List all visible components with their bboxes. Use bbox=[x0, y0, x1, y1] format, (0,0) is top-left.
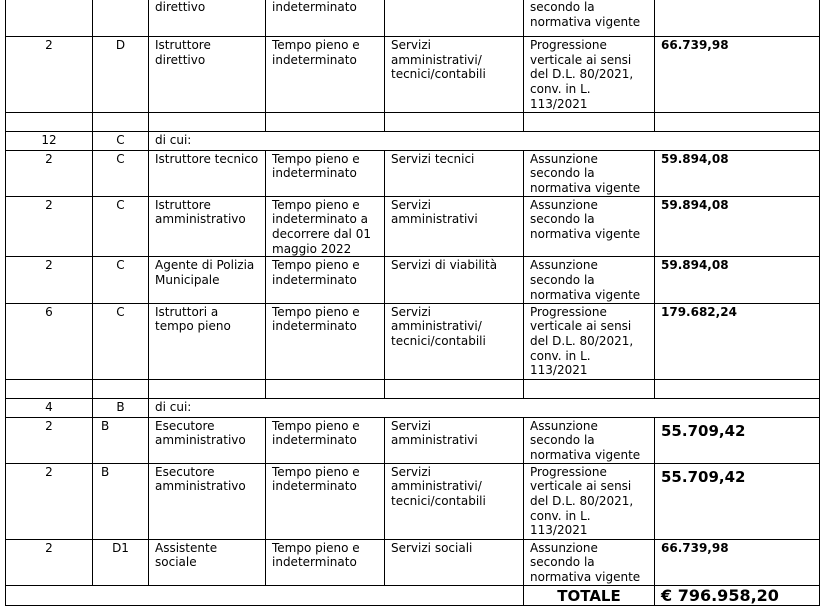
category-cell: D1 bbox=[93, 539, 149, 585]
table-row bbox=[6, 150, 820, 196]
table-row bbox=[6, 196, 820, 257]
service-cell: Servizi amministrativi/ tecnici/contabili bbox=[385, 463, 524, 539]
contract-cell: Tempo pieno e indeterminato bbox=[266, 463, 385, 539]
table-row bbox=[6, 0, 820, 37]
count-cell: 6 bbox=[6, 303, 93, 379]
service-cell: Servizi sociali bbox=[385, 539, 524, 585]
service-cell bbox=[385, 0, 524, 37]
count-cell: 2 bbox=[6, 150, 93, 196]
total-row bbox=[6, 585, 820, 605]
category-cell bbox=[93, 0, 149, 37]
table-row bbox=[6, 463, 820, 539]
amount-cell: 55.709,42 bbox=[655, 417, 820, 463]
profile-cell: Istruttori a tempo pieno bbox=[149, 303, 266, 379]
category-cell: B bbox=[93, 417, 149, 463]
amount-cell: 55.709,42 bbox=[655, 463, 820, 539]
service-cell: Servizi amministrativi/ tecnici/contabili bbox=[385, 303, 524, 379]
count-cell bbox=[6, 0, 93, 37]
service-cell: Servizi amministrativi/ tecnici/contabili bbox=[385, 37, 524, 113]
group-label: di cui: bbox=[149, 131, 820, 150]
count-cell: 4 bbox=[6, 398, 93, 417]
mode-cell: Assunzione secondo la normativa vigente bbox=[524, 417, 655, 463]
category-cell: C bbox=[93, 131, 149, 150]
contract-cell: Tempo pieno e indeterminato bbox=[266, 417, 385, 463]
mode-cell: Progressione verticale ai sensi del D.L. 80/2021, conv. in L. 113/2021 bbox=[524, 463, 655, 539]
mode-cell: Assunzione secondo la normativa vigente bbox=[524, 196, 655, 257]
contract-cell: Tempo pieno e indeterminato a decorrere dal 01 maggio 2022 bbox=[266, 196, 385, 257]
category-cell: C bbox=[93, 257, 149, 303]
spacer-row bbox=[6, 112, 820, 131]
amount-cell: 179.682,24 bbox=[655, 303, 820, 379]
profile-cell: Esecutore amministrativo bbox=[149, 463, 266, 539]
count-cell: 2 bbox=[6, 257, 93, 303]
service-cell: Servizi amministrativi bbox=[385, 196, 524, 257]
amount-cell: 66.739,98 bbox=[655, 539, 820, 585]
total-label: TOTALE bbox=[524, 585, 655, 605]
table-row bbox=[6, 303, 820, 379]
table-row bbox=[6, 417, 820, 463]
amount-cell: 59.894,08 bbox=[655, 150, 820, 196]
profile-cell: Istruttore amministrativo bbox=[149, 196, 266, 257]
count-cell: 2 bbox=[6, 196, 93, 257]
spacer-row bbox=[6, 379, 820, 398]
count-cell: 2 bbox=[6, 417, 93, 463]
total-amount: € 796.958,20 bbox=[655, 585, 820, 605]
group-header-row bbox=[6, 131, 820, 150]
category-cell: B bbox=[93, 398, 149, 417]
mode-cell: secondo la normativa vigente bbox=[524, 0, 655, 37]
category-cell: D bbox=[93, 37, 149, 113]
profile-cell: direttivo bbox=[149, 0, 266, 37]
service-cell: Servizi di viabilità bbox=[385, 257, 524, 303]
count-cell: 2 bbox=[6, 539, 93, 585]
profile-cell: Istruttore direttivo bbox=[149, 37, 266, 113]
amount-cell: 66.739,98 bbox=[655, 37, 820, 113]
table-row bbox=[6, 539, 820, 585]
profile-cell: Assistente sociale bbox=[149, 539, 266, 585]
mode-cell: Progressione verticale ai sensi del D.L. 80/2021, conv. in L. 113/2021 bbox=[524, 37, 655, 113]
mode-cell: Assunzione secondo la normativa vigente bbox=[524, 257, 655, 303]
contract-cell: Tempo pieno e indeterminato bbox=[266, 539, 385, 585]
amount-cell: 59.894,08 bbox=[655, 196, 820, 257]
table-row bbox=[6, 257, 820, 303]
category-cell: B bbox=[93, 463, 149, 539]
contract-cell: indeterminato bbox=[266, 0, 385, 37]
profile-cell: Istruttore tecnico bbox=[149, 150, 266, 196]
table-row bbox=[6, 37, 820, 113]
contract-cell: Tempo pieno e indeterminato bbox=[266, 150, 385, 196]
group-label: di cui: bbox=[149, 398, 820, 417]
group-header-row bbox=[6, 398, 820, 417]
amount-cell bbox=[655, 0, 820, 37]
category-cell: C bbox=[93, 196, 149, 257]
count-cell: 2 bbox=[6, 37, 93, 113]
mode-cell: Progressione verticale ai sensi del D.L. 80/2021, conv. in L. 113/2021 bbox=[524, 303, 655, 379]
contract-cell: Tempo pieno e indeterminato bbox=[266, 257, 385, 303]
staffing-plan-table bbox=[5, 0, 820, 606]
profile-cell: Agente di Polizia Municipale bbox=[149, 257, 266, 303]
category-cell: C bbox=[93, 150, 149, 196]
profile-cell: Esecutore amministrativo bbox=[149, 417, 266, 463]
contract-cell: Tempo pieno e indeterminato bbox=[266, 37, 385, 113]
mode-cell: Assunzione secondo la normativa vigente bbox=[524, 150, 655, 196]
mode-cell: Assunzione secondo la normativa vigente bbox=[524, 539, 655, 585]
amount-cell: 59.894,08 bbox=[655, 257, 820, 303]
count-cell: 2 bbox=[6, 463, 93, 539]
count-cell: 12 bbox=[6, 131, 93, 150]
service-cell: Servizi amministrativi bbox=[385, 417, 524, 463]
category-cell: C bbox=[93, 303, 149, 379]
contract-cell: Tempo pieno e indeterminato bbox=[266, 303, 385, 379]
service-cell: Servizi tecnici bbox=[385, 150, 524, 196]
